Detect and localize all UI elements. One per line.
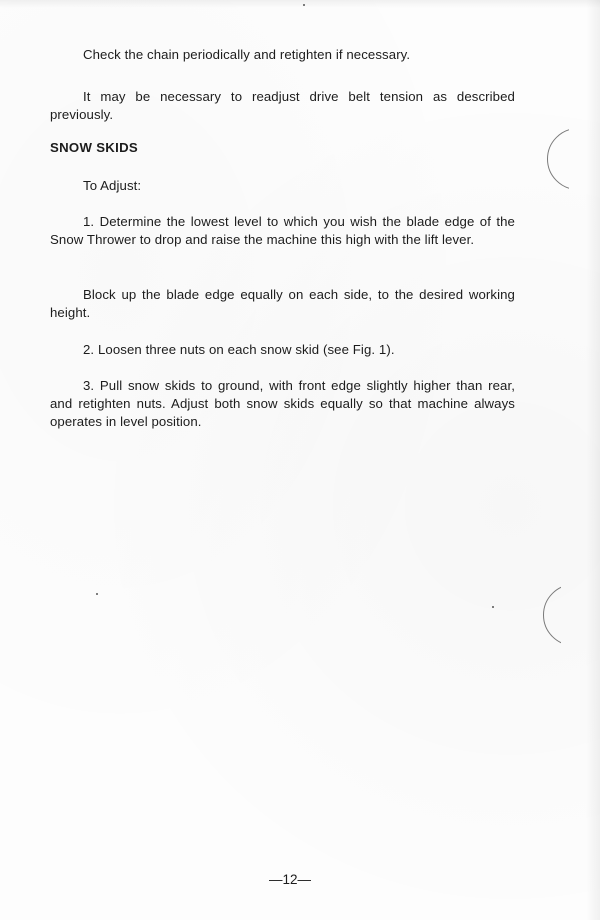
page-top-shadow [0, 0, 600, 8]
step-3-paragraph: 3. Pull snow skids to ground, with front edge slightly higher than rear, and retighten nuts. Adjust both snow skids equally so that machine always operates in level position. [50, 378, 515, 429]
paper-speck [492, 606, 494, 608]
paper-speck [303, 4, 305, 6]
paragraph-check-chain: Check the chain periodically and retighten if necessary. [83, 47, 411, 62]
page-number: —12— [268, 872, 312, 887]
step-2-paragraph: 2. Loosen three nuts on each snow skid (see Fig. 1). [83, 342, 395, 357]
section-heading: SNOW SKIDS [50, 140, 138, 155]
paragraph-readjust-belt: It may be necessary to readjust drive belt tension as described previously. [50, 89, 515, 122]
page-edge-shadow [586, 0, 600, 920]
step-1-paragraph: 1. Determine the lowest level to which you wish the blade edge of the Snow Thrower to drop and raise the machine this high with the lift lever. [50, 214, 515, 247]
block-up-paragraph: Block up the blade edge equally on each side, to the desired working height. [50, 287, 515, 320]
section-subheading: To Adjust: [83, 178, 142, 193]
paper-speck [96, 593, 98, 595]
